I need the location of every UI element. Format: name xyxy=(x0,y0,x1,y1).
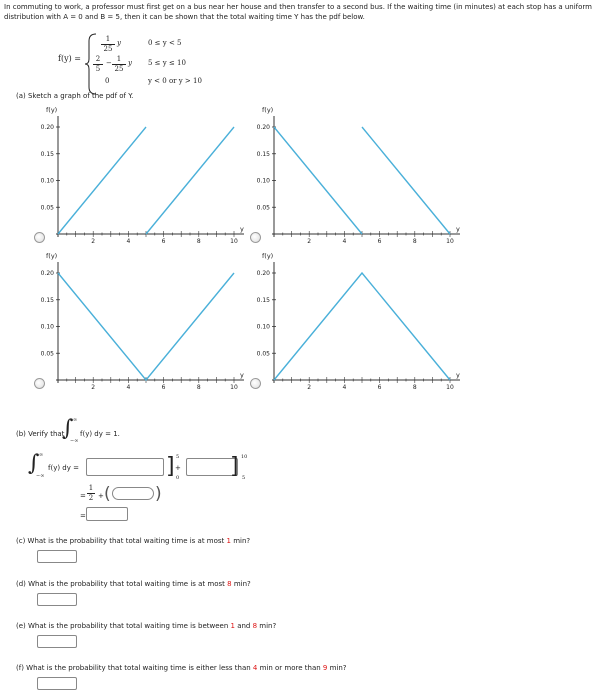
x-axis-label: y xyxy=(240,225,244,233)
x-tick-label: 6 xyxy=(161,238,166,244)
x-tick-label: 4 xyxy=(342,384,347,390)
part-f-answer-input[interactable] xyxy=(37,677,77,690)
y-tick-label: 0.15 xyxy=(40,150,54,158)
x-tick-label: 4 xyxy=(342,238,347,244)
equals-sign: = xyxy=(80,492,86,500)
final-result-input[interactable] xyxy=(86,507,128,521)
pdf-series-line xyxy=(58,273,234,380)
x-axis-label: y xyxy=(240,371,244,379)
pdf-row2-den2: 25 xyxy=(114,65,124,73)
y-tick-label: 0.15 xyxy=(256,296,270,304)
x-tick-label: 10 xyxy=(446,238,454,244)
y-tick-label: 0.05 xyxy=(256,350,270,358)
x-tick-label: 6 xyxy=(377,238,382,244)
part-d-question: (d) What is the probability that total waiting time is at most 8 min? xyxy=(16,580,251,588)
y-axis-label: f(y) xyxy=(262,106,274,114)
pdf-row3-val: 0 xyxy=(105,77,110,85)
integral-expression: f(y) dy = 1. xyxy=(80,430,120,438)
x-tick-label: 2 xyxy=(307,384,312,390)
graph-option-1 xyxy=(36,102,250,244)
half-den: 2 xyxy=(88,494,94,502)
y-tick-label: 0.15 xyxy=(256,150,270,158)
y-axis-label: f(y) xyxy=(46,252,58,260)
pdf-series-line xyxy=(274,273,450,380)
equation-lhs: f(y) dy = xyxy=(48,464,79,472)
x-tick-label: 8 xyxy=(196,238,201,244)
part-d-answer-input[interactable] xyxy=(37,593,77,606)
integral-lower: −∞ xyxy=(70,438,79,444)
integral-upper: ∞ xyxy=(39,452,44,458)
pdf-row2-cond: 5 ≤ y ≤ 10 xyxy=(148,59,186,67)
bracket2-lower: 5 xyxy=(242,475,246,481)
right-paren: ) xyxy=(155,484,162,504)
integral-upper: ∞ xyxy=(73,417,78,423)
y-tick-label: 0.10 xyxy=(256,177,270,185)
part-b-label: (b) Verify that xyxy=(16,430,65,438)
pdf-row1-num: 1 xyxy=(105,35,111,43)
x-tick-label: 8 xyxy=(412,384,417,390)
equals-sign: = xyxy=(80,512,86,520)
bracket1-lower: 0 xyxy=(176,475,180,481)
left-paren: ( xyxy=(104,484,111,504)
integral-sign: ∫ xyxy=(62,416,74,441)
x-tick-label: 10 xyxy=(230,238,238,244)
part-f-question: (f) What is the probability that total waiting time is either less than 4 min or more than 9 min? xyxy=(16,664,347,672)
x-tick-label: 10 xyxy=(230,384,238,390)
pdf-series-line xyxy=(58,127,146,234)
x-axis-label: y xyxy=(456,225,460,233)
y-tick-label: 0.20 xyxy=(256,124,270,132)
x-tick-label: 2 xyxy=(91,238,96,244)
part-e-question: (e) What is the probability that total waiting time is between 1 and 8 min? xyxy=(16,622,277,630)
part-a-label: (a) Sketch a graph of the pdf of Y. xyxy=(16,92,134,100)
y-axis-label: f(y) xyxy=(46,106,58,114)
y-tick-label: 0.20 xyxy=(40,270,54,278)
problem-intro: In commuting to work, a professor must first get on a bus near her house and then transfer to a second bus. If the waiting time (in minutes) at each stop has a uniform distribution with A = 0 and B = 5, then it can be shown that the total waiting time Y has the pdf below. xyxy=(4,3,593,21)
pdf-lhs: f(y) = xyxy=(58,54,81,63)
pdf-row2-var: y xyxy=(128,59,132,67)
y-tick-label: 0.10 xyxy=(256,323,270,331)
pdf-row1-cond: 0 ≤ y < 5 xyxy=(148,39,182,47)
y-tick-label: 0.05 xyxy=(40,204,54,212)
x-tick-label: 8 xyxy=(412,238,417,244)
y-tick-label: 0.15 xyxy=(40,296,54,304)
part-c-question: (c) What is the probability that total waiting time is at most 1 min? xyxy=(16,537,251,545)
y-tick-label: 0.10 xyxy=(40,323,54,331)
x-tick-label: 6 xyxy=(161,384,166,390)
x-tick-label: 2 xyxy=(307,238,312,244)
pdf-series-line xyxy=(274,127,362,234)
integral-part1-input[interactable] xyxy=(86,458,164,476)
y-tick-label: 0.20 xyxy=(256,270,270,278)
pdf-series-line xyxy=(362,127,450,234)
bracket2-upper: 10 xyxy=(241,454,248,460)
y-tick-label: 0.10 xyxy=(40,177,54,185)
x-tick-label: 10 xyxy=(446,384,454,390)
y-axis-label: f(y) xyxy=(262,252,274,260)
x-tick-label: 6 xyxy=(377,384,382,390)
x-tick-label: 4 xyxy=(126,384,131,390)
eval-bracket: ] xyxy=(230,454,239,479)
bracket1-upper: 5 xyxy=(176,454,180,460)
eval-bracket: ] xyxy=(166,454,175,479)
x-tick-label: 4 xyxy=(126,238,131,244)
y-tick-label: 0.05 xyxy=(40,350,54,358)
part-c-answer-input[interactable] xyxy=(37,550,77,563)
pdf-row2-minus: − xyxy=(106,59,112,67)
pdf-row1-var: y xyxy=(117,39,121,47)
plus-sign: + xyxy=(98,492,104,500)
half-term-input[interactable] xyxy=(112,487,154,500)
pdf-row3-cond: y < 0 or y > 10 xyxy=(148,77,202,85)
x-tick-label: 2 xyxy=(91,384,96,390)
pdf-row2-num2: 1 xyxy=(116,55,122,63)
part-e-answer-input[interactable] xyxy=(37,635,77,648)
y-tick-label: 0.05 xyxy=(256,204,270,212)
x-tick-label: 8 xyxy=(196,384,201,390)
integral-lower: −∞ xyxy=(36,473,45,479)
graph-option-2 xyxy=(252,102,466,244)
pdf-row2-den1: 5 xyxy=(95,65,101,73)
half-num: 1 xyxy=(88,484,94,492)
x-axis-label: y xyxy=(456,371,460,379)
pdf-row2-num1: 2 xyxy=(95,55,101,63)
pdf-row1-den: 25 xyxy=(103,45,113,53)
pdf-series-line xyxy=(146,127,234,234)
plus-sign: + xyxy=(175,464,181,472)
graph-option-3 xyxy=(36,248,250,390)
integral-sign: ∫ xyxy=(28,451,40,476)
y-tick-label: 0.20 xyxy=(40,124,54,132)
graph-option-4 xyxy=(252,248,466,390)
